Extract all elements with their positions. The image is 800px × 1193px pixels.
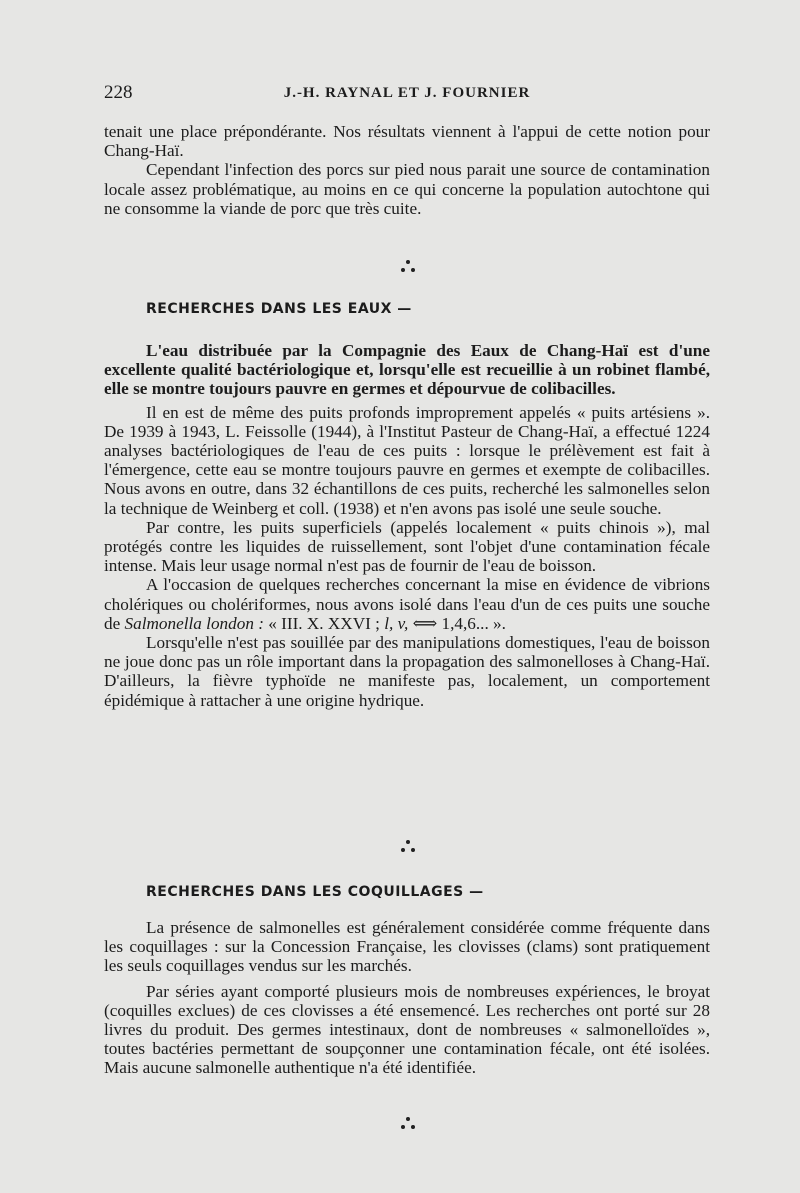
asterism-divider: [393, 838, 423, 862]
paragraph: Il en est de même des puits profonds improprement appelés « puits artésiens ». De 1939 à 1943, L. Feissolle (1944), à l'Institut Pasteur de Chang-Haï, a effectué 1224 analyses bactériologiques de l'eau de ces puits : lorsque le prélèvement est fait à l'émergence, cette eau se montre toujours pauvre en germes et exempte de colibacilles. Nous avons en outre, dans 32 échantillons de ces puits, recherché les salmonelles selon la technique de Weinberg et coll. (1938) et n'en avons pas isolé une seule souche.: [104, 402, 710, 518]
page-number: 228: [104, 82, 133, 103]
paragraph: A l'occasion de quelques recherches concernant la mise en évidence de vibrions cholériques ou cholériformes, nous avons isolé dans l'eau d'un de ces puits une souche de Salmonella london : « III. X. XXVI ; l, v, ⟺ 1,4,6... ».: [104, 575, 710, 633]
opening-paragraphs: [104, 122, 710, 218]
section-heading-eaux: RECHERCHES DANS LES EAUX —: [146, 301, 412, 317]
asterism-divider: [393, 1115, 423, 1139]
section-heading-coquillages: RECHERCHES DANS LES COQUILLAGES —: [146, 884, 484, 900]
asterism-divider: [393, 258, 423, 282]
paragraph: Lorsqu'elle n'est pas souillée par des manipulations domestiques, l'eau de boisson ne joue donc pas un rôle important dans la propagation des salmonelloses à Chang-Haï. D'ailleurs, la fièvre typhoïde ne manifeste pas, localement, un comportement épidémique à rattacher à une origine hydrique.: [104, 633, 710, 710]
species-name: Salmonella london :: [124, 613, 264, 633]
paragraph: L'eau distribuée par la Compagnie des Eaux de Chang-Haï est d'une excellente qualité bactériologique et, lorsqu'elle est recueillie à un robinet flambé, elle se montre toujours pauvre en germes et dépourvue de colibacilles.: [104, 341, 710, 399]
paragraph: Cependant l'infection des porcs sur pied nous parait une source de contamination locale assez problématique, au moins en ce qui concerne la population autochtone qui ne consomme la viande de porc que très cuite.: [104, 160, 710, 218]
section-eaux-body: [104, 341, 710, 710]
paragraph: Par contre, les puits superficiels (appelés localement « puits chinois »), mal protégés contre les liquides de ruissellement, sont l'objet d'une contamination fécale intense. Mais leur usage normal n'est pas de fournir de l'eau de boisson.: [104, 517, 710, 576]
running-title: J.-H. RAYNAL ET J. FOURNIER: [283, 85, 531, 101]
section-coquillages-body: [104, 918, 710, 1078]
paragraph: La présence de salmonelles est généralement considérée comme fréquente dans les coquillages : sur la Concession Française, les clovisses (clams) sont pratiquement les seuls coquillages vendus sur les marchés.: [104, 918, 710, 976]
paragraph: Par séries ayant comporté plusieurs mois de nombreuses expériences, le broyat (coquilles exclues) de ces clovisses a été ensemencé. Les recherches ont porté sur 28 livres du produit. Des germes intestinaux, dont de nombreuses « salmonelloïdes », toutes bactéries permettant de soupçonner une contamination fécale, ont été isolées. Mais aucune salmonelle authentique n'a été identifiée.: [104, 981, 710, 1078]
paragraph: tenait une place prépondérante. Nos résultats viennent à l'appui de cette notion pour Chang-Haï.: [104, 122, 710, 161]
antigen-formula: l, v,: [384, 613, 409, 633]
page-header: [104, 82, 710, 108]
